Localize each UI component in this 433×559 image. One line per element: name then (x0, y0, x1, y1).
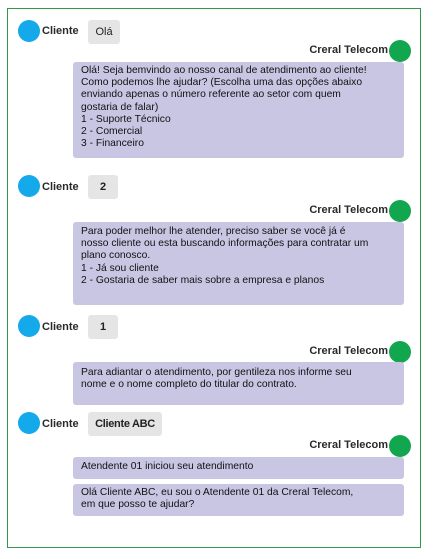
message-line: enviando apenas o número referente ao setor com quem (81, 89, 341, 101)
message-line: nome e o nome completo do titular do contrato. (81, 379, 297, 391)
client-avatar-icon (18, 315, 40, 337)
agent-name: Creral Telecom (309, 345, 388, 357)
client-message: 1 (88, 315, 118, 339)
message-line: 3 - Financeiro (81, 138, 144, 150)
agent-name: Creral Telecom (309, 439, 388, 451)
agent-message (73, 484, 404, 516)
agent-message (73, 222, 404, 305)
client-avatar-icon (18, 412, 40, 434)
client-name: Cliente (42, 321, 79, 333)
message-line: Como podemos lhe ajudar? (Escolha uma das opções abaixo (81, 77, 363, 89)
client-avatar-icon (18, 175, 40, 197)
agent-avatar-icon (389, 435, 411, 457)
client-name: Cliente (42, 418, 79, 430)
message-line: gostaria de falar) (81, 101, 159, 113)
message-line: 2 - Gostaria de saber mais sobre a empresa e planos (81, 274, 325, 286)
message-line: 2 - Comercial (81, 126, 143, 138)
message-line: em que posso te ajudar? (81, 499, 195, 511)
client-name: Cliente (42, 181, 79, 193)
agent-avatar-icon (389, 40, 411, 62)
client-message: 2 (88, 175, 118, 199)
client-message: Cliente ABC (88, 412, 162, 436)
client-name: Cliente (42, 25, 79, 37)
message-line: nosso cliente ou esta buscando informações para contratar um (81, 238, 369, 250)
agent-avatar-icon (389, 341, 411, 363)
message-line: Olá! Seja bemvindo ao nosso canal de atendimento ao cliente! (81, 65, 367, 76)
agent-message (73, 362, 404, 405)
agent-message (73, 62, 404, 158)
message-line: Olá Cliente ABC, eu sou o Atendente 01 da Creral Telecom, (81, 487, 354, 498)
agent-status-message (73, 457, 404, 479)
message-line: Para poder melhor lhe atender, preciso saber se você já é (81, 226, 346, 237)
message-line: 1 - Suporte Técnico (81, 113, 171, 125)
agent-name: Creral Telecom (309, 44, 388, 56)
agent-avatar-icon (389, 200, 411, 222)
message-line: plano conosco. (81, 250, 151, 262)
agent-name: Creral Telecom (309, 204, 388, 216)
message-line: Para adiantar o atendimento, por gentileza nos informe seu (81, 367, 352, 378)
client-message: Olá (88, 20, 120, 44)
message-line: 1 - Já sou cliente (81, 262, 159, 274)
status-line: Atendente 01 iniciou seu atendimento (81, 461, 254, 472)
client-avatar-icon (18, 20, 40, 42)
